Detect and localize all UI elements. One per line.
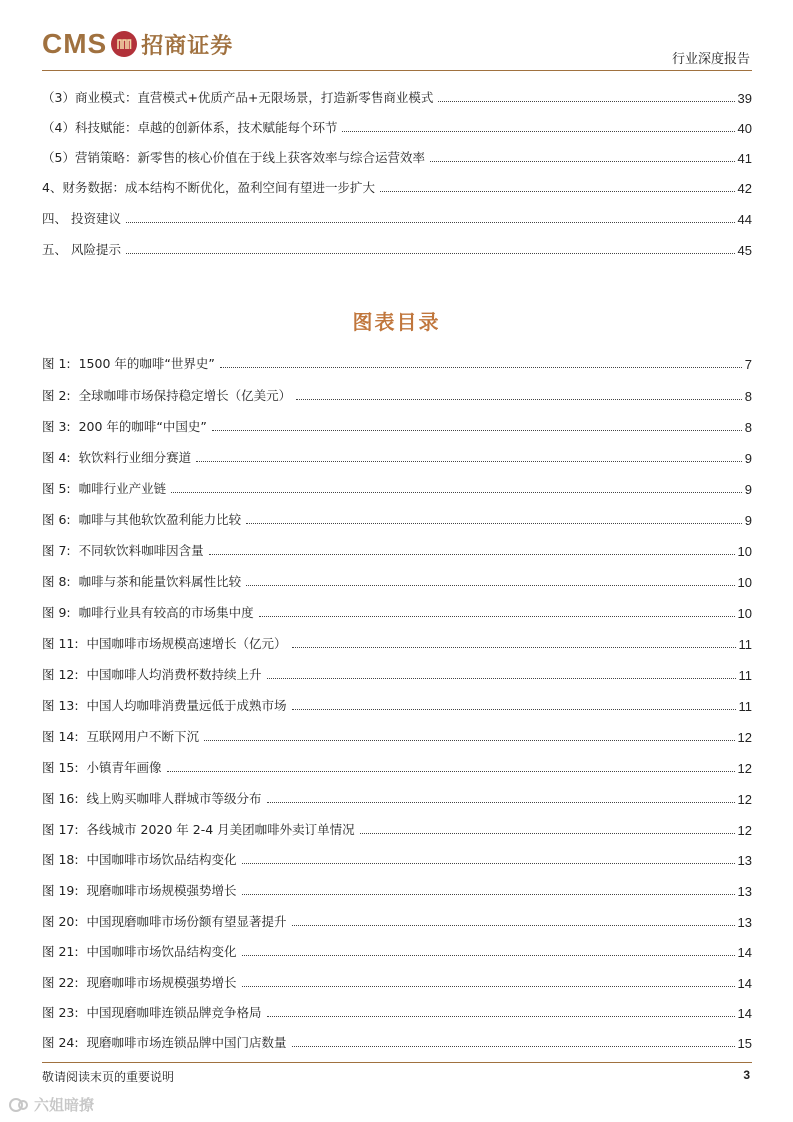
figure-page: 8: [744, 389, 752, 404]
figure-entry[interactable]: [42, 632, 752, 652]
figure-title: 不同软饮料咖啡因含量: [78, 543, 204, 558]
figure-title: 中国咖啡市场饮品结构变化: [86, 852, 237, 867]
leader-dots: [220, 367, 742, 368]
leader-dots: [209, 554, 735, 555]
figure-page: 8: [744, 420, 752, 435]
leader-dots: [167, 771, 735, 772]
figure-title: 中国现磨咖啡市场份额有望显著提升: [86, 914, 287, 929]
figure-entry[interactable]: [42, 415, 752, 435]
figure-entry[interactable]: [42, 384, 752, 404]
leader-dots: [438, 101, 734, 102]
figure-label: 图 23:: [42, 1005, 79, 1020]
figure-page: 12: [737, 761, 752, 776]
figure-page: 13: [737, 884, 752, 899]
figure-entry[interactable]: [42, 940, 752, 960]
figure-title: 各线城市 2020 年 2-4 月美团咖啡外卖订单情况: [86, 822, 355, 837]
figure-entry[interactable]: [42, 508, 752, 528]
figure-title: 互联网用户不断下沉: [86, 729, 200, 744]
logo-text: CMS: [42, 28, 108, 59]
figure-title: 中国人均咖啡消费量远低于成熟市场: [86, 698, 287, 713]
leader-dots: [292, 647, 736, 648]
figure-page: 13: [737, 853, 752, 868]
figure-label: 图 7:: [42, 543, 71, 558]
figure-entry[interactable]: [42, 694, 752, 714]
leader-dots: [246, 585, 734, 586]
figure-entry[interactable]: [42, 971, 752, 991]
figure-title: 中国咖啡人均消费杯数持续上升: [86, 667, 262, 682]
figure-label: 图 20:: [42, 914, 79, 929]
figure-page: 11: [738, 668, 752, 683]
watermark: [8, 1094, 94, 1115]
figure-label: 图 9:: [42, 605, 71, 620]
figure-label: 图 1:: [42, 356, 71, 371]
figure-title: 中国咖啡市场饮品结构变化: [86, 944, 237, 959]
toc-entry-title: （5）营销策略：新零售的核心价值在于线上获客效率与综合运营效率: [42, 150, 425, 165]
figure-title: 现磨咖啡市场连锁品牌中国门店数量: [86, 1035, 287, 1050]
figure-title: 现磨咖啡市场规模强势增长: [86, 975, 237, 990]
figure-label: 图 3:: [42, 419, 71, 434]
figure-page: 14: [737, 976, 752, 991]
toc-entry[interactable]: [42, 86, 752, 106]
figure-label: 图 22:: [42, 975, 79, 990]
figure-title: 200 年的咖啡“中国史”: [78, 419, 207, 434]
figure-label: 图 19:: [42, 883, 79, 898]
leader-dots: [242, 863, 735, 864]
header-divider: [42, 70, 752, 71]
figure-page: 11: [738, 637, 752, 652]
figure-page: 10: [737, 544, 752, 559]
figure-entry[interactable]: [42, 663, 752, 683]
figure-entry[interactable]: [42, 601, 752, 621]
figure-title: 软饮料行业细分赛道: [78, 450, 192, 465]
leader-dots: [360, 833, 735, 834]
watermark-icon: [8, 1096, 30, 1114]
figure-page: 10: [737, 606, 752, 621]
leader-dots: [242, 986, 735, 987]
leader-dots: [204, 740, 734, 741]
leader-dots: [342, 131, 734, 132]
leader-dots: [267, 678, 736, 679]
figure-entry[interactable]: [42, 756, 752, 776]
figure-label: 图 16:: [42, 791, 79, 806]
figure-page: 12: [737, 730, 752, 745]
company-logo: [42, 28, 233, 60]
figures-section-title: 图表目录: [352, 310, 441, 334]
figure-label: 图 17:: [42, 822, 79, 837]
leader-dots: [196, 461, 742, 462]
figure-page: 13: [737, 915, 752, 930]
figure-title: 咖啡行业具有较高的市场集中度: [78, 605, 254, 620]
report-type: 行业深度报告: [671, 52, 750, 67]
figure-title: 咖啡与茶和能量饮料属性比较: [78, 574, 242, 589]
figure-title: 中国咖啡市场规模高速增长（亿元）: [86, 636, 287, 651]
figure-label: 图 13:: [42, 698, 79, 713]
footer-disclaimer-note: 敬请阅读末页的重要说明: [42, 1070, 175, 1084]
toc-entry-title: 五、 风险提示: [42, 242, 121, 257]
figure-entry[interactable]: [42, 725, 752, 745]
figure-entry[interactable]: [42, 879, 752, 899]
toc-entry-page: 45: [737, 243, 752, 258]
leader-dots: [430, 161, 735, 162]
leader-dots: [292, 709, 736, 710]
toc-entry[interactable]: [42, 238, 752, 258]
leader-dots: [126, 253, 735, 254]
figure-page: 11: [738, 699, 752, 714]
leader-dots: [212, 430, 742, 431]
toc-entry-page: 42: [737, 181, 752, 196]
figure-page: 9: [744, 482, 752, 497]
figure-entry[interactable]: [42, 1001, 752, 1021]
figure-label: 图 2:: [42, 388, 71, 403]
leader-dots: [267, 802, 735, 803]
figure-page: 12: [737, 823, 752, 838]
figure-entry[interactable]: [42, 1031, 752, 1051]
toc-entry[interactable]: [42, 146, 752, 166]
figure-label: 图 5:: [42, 481, 71, 496]
figure-entry[interactable]: [42, 848, 752, 868]
figure-label: 图 8:: [42, 574, 71, 589]
logo-emblem-icon: [111, 31, 137, 57]
toc-entry-page: 39: [737, 91, 752, 106]
leader-dots: [242, 955, 735, 956]
leader-dots: [267, 1016, 735, 1017]
leader-dots: [292, 1046, 735, 1047]
leader-dots: [292, 925, 735, 926]
toc-entry-page: 40: [737, 121, 752, 136]
figure-title: 现磨咖啡市场规模强势增长: [86, 883, 237, 898]
figure-label: 图 4:: [42, 450, 71, 465]
figure-title: 线上购买咖啡人群城市等级分布: [86, 791, 262, 806]
figure-title: 咖啡行业产业链: [78, 481, 167, 496]
logo-company-name: 招商证券: [141, 32, 234, 59]
leader-dots: [259, 616, 735, 617]
figure-title: 全球咖啡市场保持稳定增长（亿美元）: [78, 388, 292, 403]
figure-page: 9: [744, 513, 752, 528]
figure-page: 10: [737, 575, 752, 590]
figure-entry[interactable]: [42, 446, 752, 466]
figure-label: 图 11:: [42, 636, 79, 651]
watermark-text: 六姐暗撩: [34, 1096, 95, 1114]
figure-label: 图 6:: [42, 512, 71, 527]
leader-dots: [126, 222, 735, 223]
toc-entry[interactable]: [42, 116, 752, 136]
toc-entry[interactable]: [42, 207, 752, 227]
figure-label: 图 24:: [42, 1035, 79, 1050]
leader-dots: [171, 492, 742, 493]
figure-entry[interactable]: [42, 910, 752, 930]
figure-entry[interactable]: [42, 477, 752, 497]
toc-entry-title: 4、财务数据：成本结构不断优化，盈利空间有望进一步扩大: [42, 180, 375, 195]
figure-label: 图 15:: [42, 760, 79, 775]
leader-dots: [246, 523, 742, 524]
leader-dots: [380, 191, 735, 192]
figure-page: 15: [737, 1036, 752, 1051]
figure-page: 14: [737, 1006, 752, 1021]
figure-entry[interactable]: [42, 539, 752, 559]
figure-entry[interactable]: [42, 818, 752, 838]
page-header: [0, 0, 793, 76]
leader-dots: [296, 399, 742, 400]
toc-entry-title: （4）科技赋能：卓越的创新体系，技术赋能每个环节: [42, 120, 338, 135]
figure-title: 小镇青年画像: [86, 760, 162, 775]
toc-entry-title: 四、 投资建议: [42, 211, 121, 226]
toc-entry-page: 44: [737, 212, 752, 227]
figure-label: 图 12:: [42, 667, 79, 682]
toc-entry-page: 41: [737, 151, 752, 166]
toc-entry-title: （3）商业模式：直营模式+优质产品+无限场景，打造新零售商业模式: [42, 90, 434, 105]
footer-divider: [42, 1062, 752, 1063]
figure-title: 1500 年的咖啡“世界史”: [78, 356, 215, 371]
figure-label: 图 18:: [42, 852, 79, 867]
figure-page: 9: [744, 451, 752, 466]
figure-page: 7: [744, 357, 752, 372]
figure-title: 咖啡与其他软饮盈利能力比较: [78, 512, 242, 527]
figure-entry[interactable]: [42, 352, 752, 372]
figure-title: 中国现磨咖啡连锁品牌竞争格局: [86, 1005, 262, 1020]
toc-entry[interactable]: [42, 176, 752, 196]
figure-page: 12: [737, 792, 752, 807]
figure-entry[interactable]: [42, 570, 752, 590]
figure-label: 图 14:: [42, 729, 79, 744]
figure-entry[interactable]: [42, 787, 752, 807]
leader-dots: [242, 894, 735, 895]
page-number: 3: [743, 1068, 750, 1082]
figure-label: 图 21:: [42, 944, 79, 959]
figure-page: 14: [737, 945, 752, 960]
